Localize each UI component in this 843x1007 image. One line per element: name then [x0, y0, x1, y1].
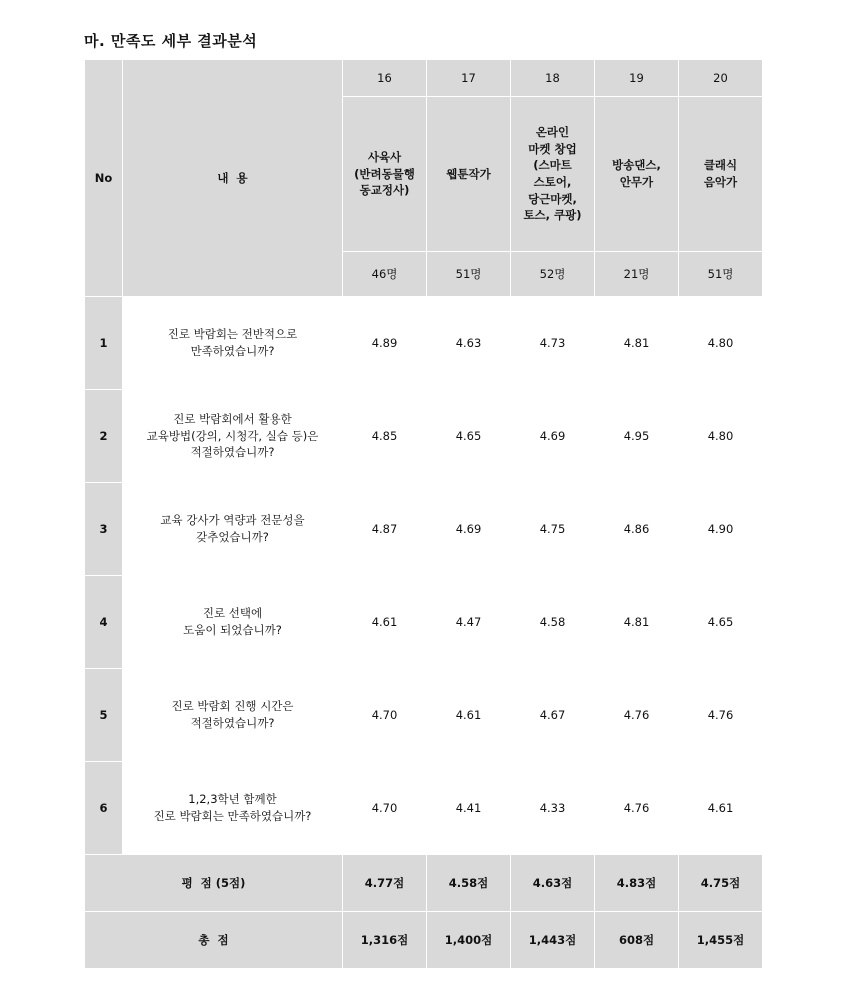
question-line: 진로 박람회는 만족하였습니까? [153, 809, 312, 823]
question-line: 교육 강사가 역량과 전문성을 [160, 513, 305, 528]
score-cell: 4.70 [343, 762, 427, 855]
score-cell: 4.76 [679, 669, 763, 762]
average-score: 4.75점 [679, 855, 763, 912]
column-name [511, 97, 595, 252]
row-number: 5 [85, 669, 123, 762]
average-score: 4.58점 [427, 855, 511, 912]
column-name-line: (스마트 [533, 158, 572, 173]
question-line: 교육방법(강의, 시청각, 실습 등)은 [146, 428, 319, 443]
column-name-line: 클래식 [703, 158, 738, 173]
column-name-line: 안무가 [619, 175, 654, 189]
table-row [85, 297, 763, 390]
score-cell: 4.63 [427, 297, 511, 390]
column-name-line: 마켓 창업 [528, 141, 577, 156]
score-cell: 4.61 [679, 762, 763, 855]
total-row [85, 912, 763, 969]
score-cell: 4.90 [679, 483, 763, 576]
column-number: 19 [595, 60, 679, 97]
table-row [85, 669, 763, 762]
question-line: 1,2,3학년 함께한 [188, 792, 277, 807]
question-line: 적절하였습니까? [190, 445, 275, 460]
question-cell [123, 483, 343, 576]
score-cell: 4.87 [343, 483, 427, 576]
column-number: 20 [679, 60, 763, 97]
question-line: 만족하였습니까? [190, 344, 275, 358]
score-cell: 4.61 [343, 576, 427, 669]
column-count: 51명 [679, 252, 763, 297]
total-score: 1,443점 [511, 912, 595, 969]
average-row [85, 855, 763, 912]
column-number: 17 [427, 60, 511, 97]
question-line: 진로 박람회에서 활용한 [173, 411, 292, 426]
score-cell: 4.75 [511, 483, 595, 576]
column-count: 21명 [595, 252, 679, 297]
average-score: 4.63점 [511, 855, 595, 912]
column-name-line: 토스, 쿠팡) [523, 208, 582, 223]
column-name-line: 온라인 [535, 124, 570, 139]
score-cell: 4.65 [427, 390, 511, 483]
total-score: 1,316점 [343, 912, 427, 969]
score-cell: 4.95 [595, 390, 679, 483]
score-cell: 4.81 [595, 576, 679, 669]
page-title: 마. 만족도 세부 결과분석 [84, 32, 258, 50]
column-count: 46명 [343, 252, 427, 297]
score-cell: 4.67 [511, 669, 595, 762]
average-score: 4.77점 [343, 855, 427, 912]
average-score: 4.83점 [595, 855, 679, 912]
score-cell: 4.69 [511, 390, 595, 483]
question-line: 진로 박람회 진행 시간은 [171, 699, 294, 714]
column-name-line: 스토어, [533, 175, 572, 189]
average-label: 평 점 (5점) [85, 855, 343, 912]
column-name-line: 동교정사) [359, 183, 410, 198]
score-cell: 4.80 [679, 390, 763, 483]
table-row [85, 762, 763, 855]
column-name-line: 웹툰작가 [446, 166, 491, 181]
score-cell: 4.81 [595, 297, 679, 390]
column-name-line: (반려동물행 [354, 166, 415, 181]
column-name-line: 방송댄스, [612, 158, 661, 173]
column-name [679, 97, 763, 252]
question-cell [123, 390, 343, 483]
score-cell: 4.89 [343, 297, 427, 390]
column-name [427, 97, 511, 252]
column-name [595, 97, 679, 252]
score-cell: 4.58 [511, 576, 595, 669]
table-row [85, 483, 763, 576]
table-row [85, 576, 763, 669]
column-name-line: 음악가 [703, 175, 738, 189]
column-name-line: 당근마켓, [528, 191, 577, 206]
question-line: 진로 선택에 [202, 606, 263, 621]
total-score: 608점 [595, 912, 679, 969]
row-number: 2 [85, 390, 123, 483]
row-number: 4 [85, 576, 123, 669]
column-number: 18 [511, 60, 595, 97]
question-cell [123, 669, 343, 762]
score-cell: 4.47 [427, 576, 511, 669]
question-cell [123, 576, 343, 669]
satisfaction-table [84, 59, 763, 969]
score-cell: 4.41 [427, 762, 511, 855]
question-line: 도움이 되었습니까? [183, 623, 282, 637]
question-line: 적절하였습니까? [190, 716, 275, 730]
score-cell: 4.70 [343, 669, 427, 762]
table-row [85, 390, 763, 483]
score-cell: 4.80 [679, 297, 763, 390]
question-line: 갖추었습니까? [196, 530, 269, 544]
total-score: 1,455점 [679, 912, 763, 969]
column-name [343, 97, 427, 252]
row-number: 3 [85, 483, 123, 576]
score-cell: 4.33 [511, 762, 595, 855]
score-cell: 4.65 [679, 576, 763, 669]
header-row-numbers [85, 60, 763, 97]
total-label: 총 점 [85, 912, 343, 969]
column-number: 16 [343, 60, 427, 97]
score-cell: 4.61 [427, 669, 511, 762]
score-cell: 4.73 [511, 297, 595, 390]
score-cell: 4.86 [595, 483, 679, 576]
column-count: 51명 [427, 252, 511, 297]
row-number: 6 [85, 762, 123, 855]
total-score: 1,400점 [427, 912, 511, 969]
question-cell [123, 297, 343, 390]
question-line: 진로 박람회는 전반적으로 [167, 327, 298, 342]
no-header: No [85, 60, 123, 297]
score-cell: 4.85 [343, 390, 427, 483]
content-header: 내 용 [123, 60, 343, 297]
score-cell: 4.76 [595, 762, 679, 855]
score-cell: 4.76 [595, 669, 679, 762]
column-name-line: 사육사 [367, 149, 402, 164]
question-cell [123, 762, 343, 855]
column-count: 52명 [511, 252, 595, 297]
row-number: 1 [85, 297, 123, 390]
score-cell: 4.69 [427, 483, 511, 576]
